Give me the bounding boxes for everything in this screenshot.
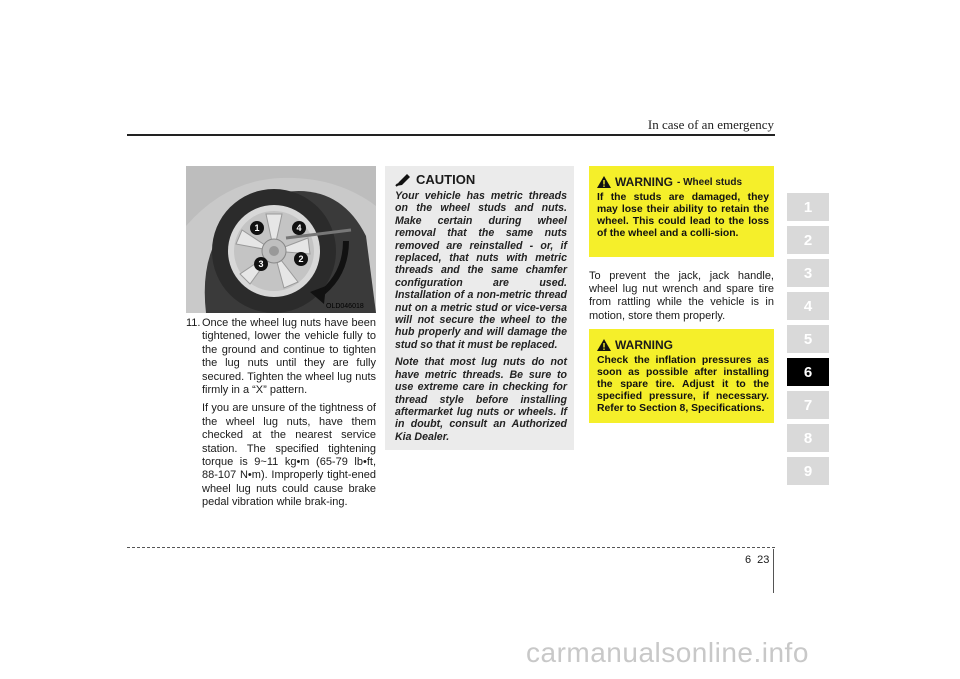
caution-title: CAUTION: [416, 172, 476, 187]
wheel-illustration: [186, 166, 376, 313]
callout-1: 1: [250, 221, 264, 235]
footer-vertical-line: [773, 549, 774, 593]
warning1-body: If the studs are damaged, they may lose their ability to retain the wheel. This could lead to the loss of the wheel and a colli-sion.: [597, 192, 769, 240]
storage-text: To prevent the jack, jack handle, wheel lug nut wrench and spare tire from rattling while the vehicle is in motion, store them properly.: [589, 270, 774, 322]
warning2-title: WARNING: [615, 338, 673, 352]
page-number: [745, 554, 769, 566]
step-number: 11.: [186, 317, 201, 329]
chapter-tab-5[interactable]: 5: [787, 325, 829, 353]
warning-triangle-icon: [597, 339, 611, 351]
chapter-tabs: [787, 193, 829, 490]
page-header-title: In case of an emergency: [647, 117, 774, 132]
chapter-tab-2[interactable]: 2: [787, 226, 829, 254]
page-index: 23: [757, 554, 770, 566]
caution-paragraph-1: Your vehicle has metric threads on the wheel studs and nuts. Make certain during wheel removal that the same nuts removed are reinstalled - or, if replaced, that nuts with metric threads and the same chamfer configuration are used. Installation of a non-metric thread nut on a metric stud or vice-versa will not secure the wheel to the hub properly and will damage the stud so that it must be replaced.: [395, 190, 567, 351]
wheel-lug-nut-photo: [186, 166, 376, 313]
caution-paragraph-2: Note that most lug nuts do not have metric threads. Be sure to use extreme care in checking for thread style before installing aftermarket lug nuts or wheels. If in doubt, consult an Authorized Kia Dealer.: [395, 356, 567, 443]
warning1-title: WARNING: [615, 175, 673, 189]
chapter-tab-9[interactable]: 9: [787, 457, 829, 485]
caution-pen-icon: [395, 173, 411, 187]
step-11: [186, 317, 376, 515]
warning2-body: Check the inflation pressures as soon as possible after installing the spare tire. Adjust it to the specified pressure, if necessary. Refer to Section 8, Specifications.: [597, 355, 769, 415]
callout-4: 4: [292, 221, 306, 235]
figure-caption: OLD046018: [326, 303, 364, 310]
caution-box: [385, 166, 574, 450]
warning-box-wheel-studs: [589, 166, 774, 257]
header-divider: [127, 134, 775, 136]
step-paragraph-1: Once the wheel lug nuts have been tightened, lower the vehicle fully to the ground and continue to tighten the lug nuts until they are fully secured. Tighten the wheel lug nuts firmly in a “X” pattern.: [202, 317, 376, 397]
chapter-tab-8[interactable]: 8: [787, 424, 829, 452]
chapter-tab-6[interactable]: 6: [787, 358, 829, 386]
page-chapter: 6: [745, 554, 752, 566]
warning-triangle-icon: [597, 176, 611, 188]
warning1-subtitle: - Wheel studs: [677, 176, 743, 188]
chapter-tab-1[interactable]: 1: [787, 193, 829, 221]
callout-3: 3: [254, 257, 268, 271]
footer-divider: [127, 547, 775, 548]
chapter-tab-3[interactable]: 3: [787, 259, 829, 287]
warning-box-inflation: [589, 329, 774, 423]
chapter-tab-7[interactable]: 7: [787, 391, 829, 419]
watermark: carmanualsonline.info: [526, 637, 809, 668]
step-paragraph-2: If you are unsure of the tightness of the wheel lug nuts, have them checked at the nearest service station. The specified tightening torque is 9~11 kg•m (65-79 lb•ft, 88-107 N•m). Improperly tight-ened wheel lug nuts could cause brake pedal vibration while brak-ing.: [202, 402, 376, 509]
callout-2: 2: [294, 252, 308, 266]
chapter-tab-4[interactable]: 4: [787, 292, 829, 320]
